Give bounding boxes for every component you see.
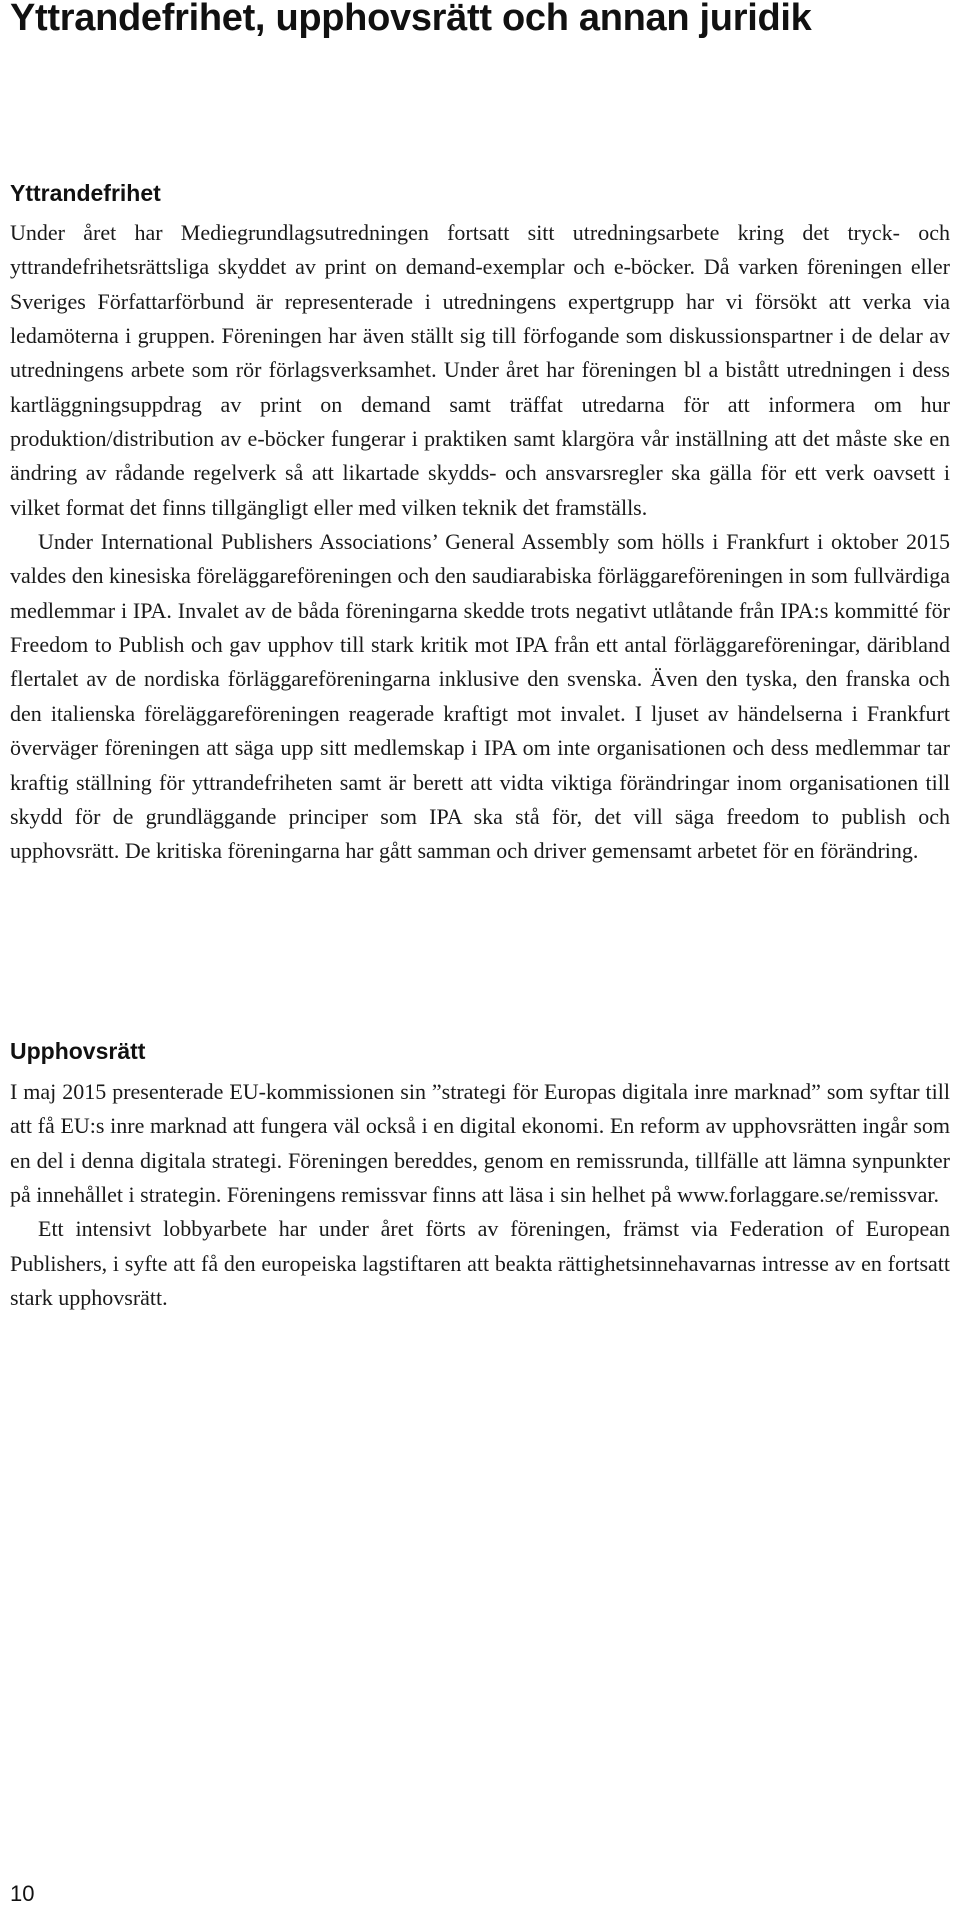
- section-upphovsratt: [10, 1036, 950, 1315]
- body-paragraph: I maj 2015 presenterade EU-kommissionen sin ”strategi för Europas digitala inre marknad” som syftar till att få EU:s inre marknad att fungera väl också i en digital ekonomi. En reform av upphovsrätten ingår som en del i denna digitala strategi. Föreningen bereddes, genom en remissrunda, tillfälle att lämna synpunkter på innehållet i strategin. Föreningens remissvar finns att läsa i sin helhet på www.​forlaggare.se/remissvar.: [10, 1079, 950, 1208]
- section-heading: Upphovsrätt: [10, 1038, 146, 1064]
- body-paragraph: Under året har Mediegrundlagsutredningen fortsatt sitt utredningsarbete kring det tryck- och yttrandefrihetsrättsliga skyddet av print on demand-exemplar och e-böcker. Då varken föreningen eller Sveriges Författarförbund är representerade i utredningens expertgrupp har vi försökt att verka via ledamöterna i gruppen. Föreningen har även ställt sig till förfogande som diskussionspartner i de delar av utredningens arbete som rör förlagsverksamhet. Under året har föreningen bl a bistått utredningen i dess kartläggningsuppdrag av print on demand samt träffat utredarna för att informera om hur produktion/distribution av e-böcker fungerar i praktiken samt klargöra vår inställning att det måste ske en ändring av rådande regelverk så att likartade skydds- och ansvarsregler ska gälla för ett verk oavsett i vilket format det finns tillgängligt eller med vilken teknik det framställs.: [10, 220, 950, 520]
- page-title: Yttrandefrihet, upphovsrätt och annan juridik: [10, 0, 812, 39]
- body-paragraph: Ett intensivt lobbyarbete har under året förts av föreningen, främst via Federation of European Publishers, i syfte att få den europeiska lagstiftaren att beakta rättighetsinnehavarnas intresse av en fortsatt stark upphovsrätt.: [10, 1216, 950, 1311]
- body-paragraph: Under International Publishers Associations’ General Assembly som hölls i Frankfurt i oktober 2015 valdes den kinesiska föreläggareföreningen och den saudiarabiska förläggareföreningen in som fullvärdiga medlemmar i IPA. Invalet av de båda föreningarna skedde trots negativt utlåtande från IPA:s kommitté för Freedom to Publish och gav upphov till stark kritik mot IPA från ett antal förläggareföreningar, däribland flertalet av de nordiska förläggareföreningarna inklusive den svenska. Även den tyska, den franska och den italienska föreläggareföreningen reagerade kraftigt mot invalet. I ljuset av händelserna i Frankfurt överväger föreningen att säga upp sitt medlemskap i IPA om inte organisationen och dess medlemmar tar kraftig ställning för yttrandefriheten samt är berett att vidta viktiga förändringar inom organisationen till skydd för de grundläggande principer som IPA ska stå för, det vill säga freedom to publish och upphovsrätt. De kritiska föreningarna har gått samman och driver gemensamt arbetet för en förändring.: [10, 529, 950, 864]
- section-heading: Yttrandefrihet: [10, 180, 161, 206]
- section-yttrandefrihet: [10, 178, 950, 869]
- page-number: 10: [10, 1881, 35, 1906]
